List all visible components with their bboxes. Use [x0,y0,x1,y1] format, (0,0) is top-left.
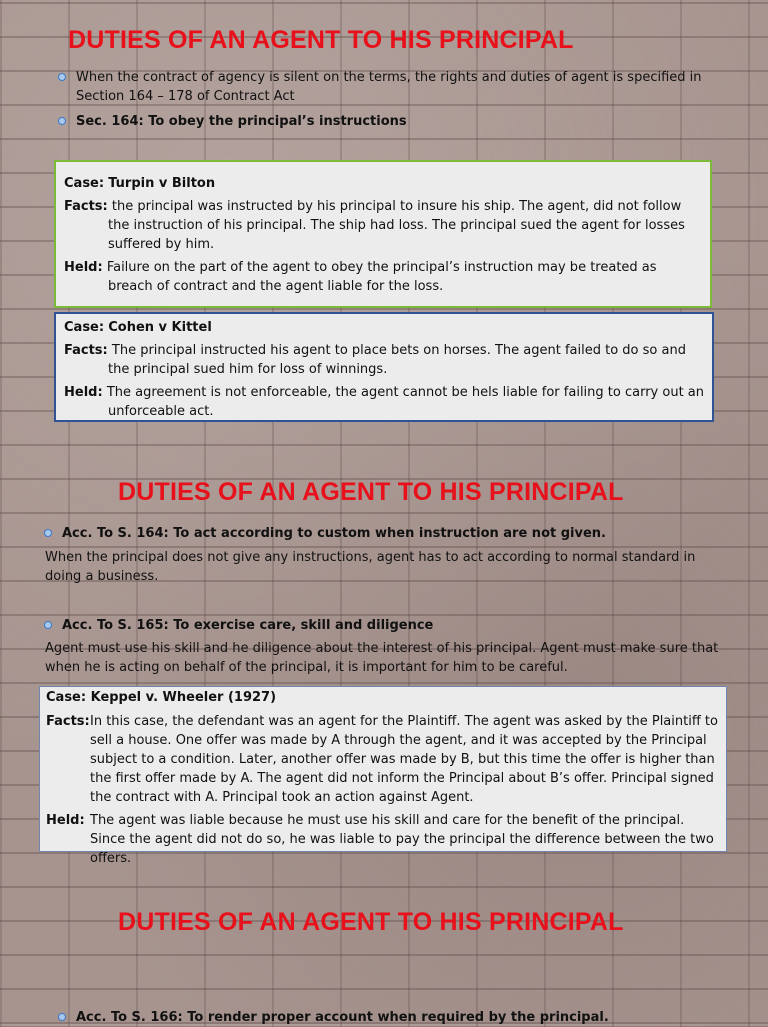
bullet-dot-icon [58,117,66,125]
para-skill-diligence: Agent must use his skill and he diligence about the interest of his principal. Agent must make sure that when he is acting on behalf of the principal, it is important for him to be careful. [45,641,719,675]
bullet-contract-silent: When the contract of agency is silent on the terms, the rights and duties of agent is specified in Section 164 – 178 of Contract Act [76,68,716,106]
bullet-dot-icon [58,73,66,81]
case-held: Held: The agent was liable because he must use his skill and care for the benefit of the principal. Since the agent did not do so, he was liable to pay the principal the difference between the two offers. [46,813,714,866]
slide-1 [0,0,768,440]
bullet-s165-care: Acc. To S. 165: To exercise care, skill and diligence [62,616,722,635]
bullet-s166-account: Acc. To S. 166: To render proper account when required by the principal. [76,1008,716,1027]
case-facts: Facts: the principal was instructed by his principal to insure his ship. The agent, did not follow the instruction of his principal. The ship had loss. The principal sued the agent for losses suffered by him. [64,199,685,252]
para-no-instructions: When the principal does not give any instructions, agent has to act according to normal standard in doing a business. [45,550,696,584]
case-facts: Facts: The principal instructed his agent to place bets on horses. The agent failed to do so and the principal sued him for loss of winnings. [64,343,686,377]
case-title: Case: Keppel v. Wheeler (1927) [46,690,277,705]
slide-2-title: DUTIES OF AN AGENT TO HIS PRINCIPAL [118,478,624,506]
case-facts: Facts: In this case, the defendant was an agent for the Plaintiff. The agent was asked by the Plaintiff to sell a house. One offer was made by A through the agent, and it was accepted by the Principal subject to a condition. Later, another offer was made by B, but this time the offer is higher than the first offer made by A. The agent did not inform the Principal about B’s offer. Principal signed the contract with A. Principal took an action against Agent. [46,714,718,805]
slide-2 [0,440,768,866]
slide-3-title: DUTIES OF AN AGENT TO HIS PRINCIPAL [118,908,624,936]
slide-1-title: DUTIES OF AN AGENT TO HIS PRINCIPAL [68,26,574,54]
bullet-dot-icon [44,621,52,629]
case-box-cohen [54,312,714,422]
case-title: Case: Cohen v Kittel [64,320,212,335]
bullet-s164-custom: Acc. To S. 164: To act according to custom when instruction are not given. [62,524,722,543]
case-title: Case: Turpin v Bilton [64,176,216,191]
bullet-dot-icon [58,1013,66,1021]
case-box-keppel [39,686,727,866]
bullet-dot-icon [44,529,52,537]
case-box-turpin [54,160,712,308]
bullet-sec-164: Sec. 164: To obey the principal’s instructions [76,112,716,131]
case-held: Held: Failure on the part of the agent to obey the principal’s instruction may be treated as breach of contract and the agent liable for the loss. [64,260,657,294]
case-held: Held: The agreement is not enforceable, the agent cannot be hels liable for failing to carry out an unforceable act. [64,385,704,419]
slide-3 [0,860,768,1024]
